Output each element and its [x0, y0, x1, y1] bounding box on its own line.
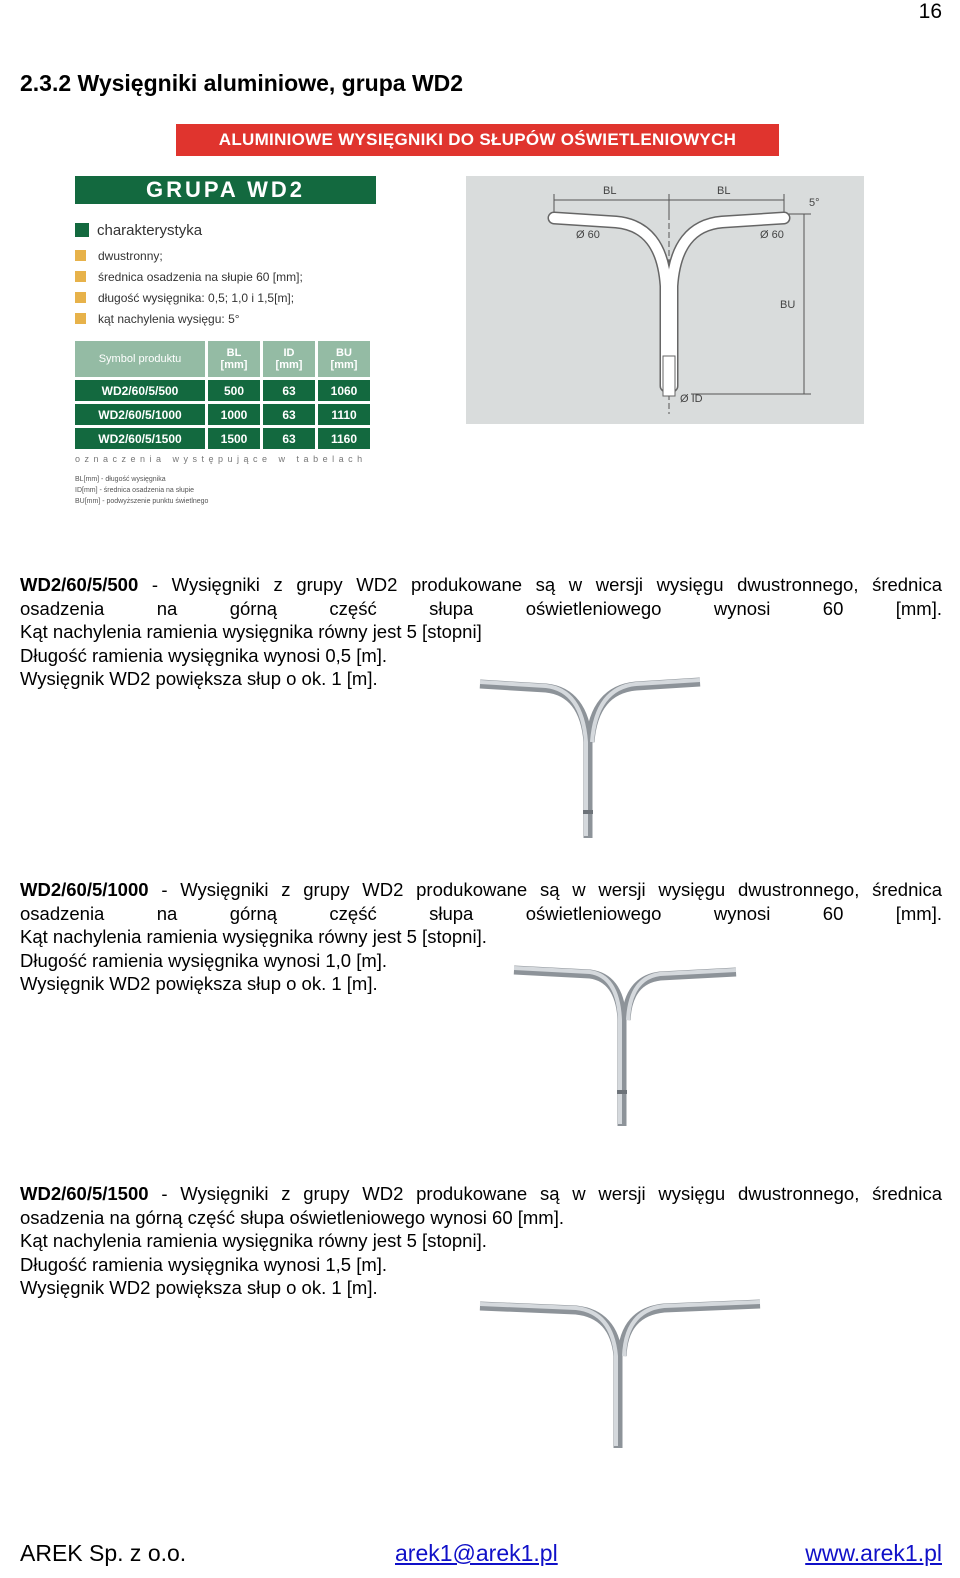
product-code: WD2/60/5/1500	[20, 1183, 149, 1204]
pole-socket	[663, 356, 675, 396]
list-item	[75, 309, 303, 330]
list-item-text: dwustronny;	[98, 249, 163, 263]
product-description-line: Kąt nachylenia ramienia wysięgnika równy jest 5 [stopni].	[20, 1230, 487, 1251]
square-bullet-icon	[75, 223, 89, 237]
column-header-bl: BL [mm]	[208, 341, 260, 377]
product-description-line: osadzenia na górną część słupa oświetleniowego wynosi 60 [mm].	[20, 1206, 564, 1228]
product-description-line: Kąt nachylenia ramienia wysięgnika równy jest 5 [stopni].	[20, 926, 487, 947]
characteristics-heading-text: charakterystyka	[97, 222, 203, 239]
table-cell: WD2/60/5/500	[75, 380, 205, 401]
list-item	[75, 267, 303, 288]
product-code: WD2/60/5/500	[20, 574, 139, 595]
product-text: - Wysięgniki z grupy WD2 produkowane są w wersji wysięgu dwustronnego, średnica	[161, 879, 943, 900]
legend-item: ID[mm] - średnica osadzenia na słupie	[75, 487, 195, 494]
footer-website-link[interactable]: www.arek1.pl	[805, 1540, 942, 1566]
characteristics-list	[75, 246, 303, 330]
list-item-text: długość wysięgnika: 0,5; 1,0 i 1,5[m];	[98, 291, 295, 305]
pipe-right	[672, 218, 784, 386]
table-cell: 500	[208, 380, 260, 401]
product-code: WD2/60/5/1000	[20, 879, 149, 900]
product-description-line: Wysięgnik WD2 powiększa słup o ok. 1 [m].	[20, 1277, 378, 1298]
table-cell: 63	[263, 404, 315, 425]
table-cell: 1000	[208, 404, 260, 425]
square-bullet-icon	[75, 271, 86, 282]
table-cell: 1500	[208, 428, 260, 449]
technical-drawing	[466, 176, 864, 424]
drawing-label-angle: 5°	[809, 197, 820, 209]
product-description-line: osadzenia na górną część słupa oświetleniowego wynosi 60 [mm].	[20, 902, 942, 924]
product-text: - Wysięgniki z grupy WD2 produkowane są w wersji wysięgu dwustronnego, średnica	[161, 1183, 943, 1204]
table-row	[75, 428, 370, 449]
product-description-line	[20, 878, 942, 902]
table-cell: WD2/60/5/1500	[75, 428, 205, 449]
product-description-line: Wysięgnik WD2 powiększa słup o ok. 1 [m].	[20, 973, 378, 994]
table-row	[75, 380, 370, 401]
square-bullet-icon	[75, 250, 86, 261]
legend-heading: oznaczenia występujące w tabelach	[75, 454, 367, 464]
square-bullet-icon	[75, 313, 86, 324]
page-footer	[20, 1540, 942, 1570]
list-item	[75, 246, 303, 267]
drawing-label-bl-left: BL	[603, 185, 617, 197]
list-item-text: średnica osadzenia na słupie 60 [mm];	[98, 270, 303, 284]
legend-item: BL[mm] - długość wysięgnika	[75, 476, 166, 483]
table-cell: 1060	[318, 380, 370, 401]
product-description-line: Długość ramienia wysięgnika wynosi 0,5 [m].	[20, 644, 388, 666]
drawing-label-bl-right: BL	[717, 185, 731, 197]
product-description-line: Kąt nachylenia ramienia wysięgnika równy jest 5 [stopni]	[20, 621, 482, 642]
page-number: 16	[918, 0, 942, 23]
group-title: GRUPA WD2	[75, 176, 376, 204]
brochure-banner: ALUMINIOWE WYSIĘGNIKI DO SŁUPÓW OŚWIETLENIOWYCH	[176, 124, 779, 156]
drawing-label-dia-left: Ø 60	[576, 229, 600, 241]
footer-company: AREK Sp. z o.o.	[20, 1540, 187, 1566]
drawing-label-bu: BU	[780, 299, 796, 311]
table-cell: WD2/60/5/1000	[75, 404, 205, 425]
product-description-line	[20, 573, 942, 597]
column-header-id: ID [mm]	[263, 341, 315, 377]
product-description-line: Długość ramienia wysięgnika wynosi 1,0 [m].	[20, 949, 388, 971]
brochure-figure	[0, 118, 960, 518]
section-title: 2.3.2 Wysięgniki aluminiowe, grupa WD2	[20, 70, 464, 96]
table-cell: 1110	[318, 404, 370, 425]
technical-drawing-svg	[466, 176, 864, 424]
drawing-label-id: Ø ID	[680, 393, 703, 405]
product-text: - Wysięgniki z grupy WD2 produkowane są w wersji wysięgu dwustronnego, średnica	[151, 574, 942, 595]
list-item-text: kąt nachylenia wysięgu: 5°	[98, 312, 240, 326]
product-description-line: osadzenia na górną część słupa oświetleniowego wynosi 60 [mm].	[20, 597, 942, 619]
column-header-bu: BU [mm]	[318, 341, 370, 377]
legend-item: BU[mm] - podwyższenie punktu świetlnego	[75, 498, 209, 505]
legend-notes	[75, 474, 208, 507]
column-header-symbol: Symbol produktu	[75, 341, 205, 377]
product-description-line: Długość ramienia wysięgnika wynosi 1,5 [m].	[20, 1253, 388, 1275]
footer-email-link[interactable]: arek1@arek1.pl	[395, 1540, 558, 1566]
square-bullet-icon	[75, 292, 86, 303]
table-cell: 1160	[318, 428, 370, 449]
table-header-row	[75, 341, 370, 377]
product-image-wd2-1500	[476, 1296, 766, 1452]
spec-table	[72, 338, 373, 452]
product-section	[20, 878, 942, 996]
list-item	[75, 288, 303, 309]
table-cell: 63	[263, 428, 315, 449]
product-section	[20, 1182, 942, 1300]
product-image-wd2-1000	[510, 960, 740, 1130]
characteristics-heading	[75, 222, 202, 239]
drawing-label-dia-right: Ø 60	[760, 229, 784, 241]
table-row	[75, 404, 370, 425]
product-image-wd2-500	[476, 672, 706, 842]
pipe-left	[554, 218, 666, 386]
table-cell: 63	[263, 380, 315, 401]
product-description-line: Wysięgnik WD2 powiększa słup o ok. 1 [m].	[20, 668, 378, 689]
product-description-line	[20, 1182, 942, 1206]
